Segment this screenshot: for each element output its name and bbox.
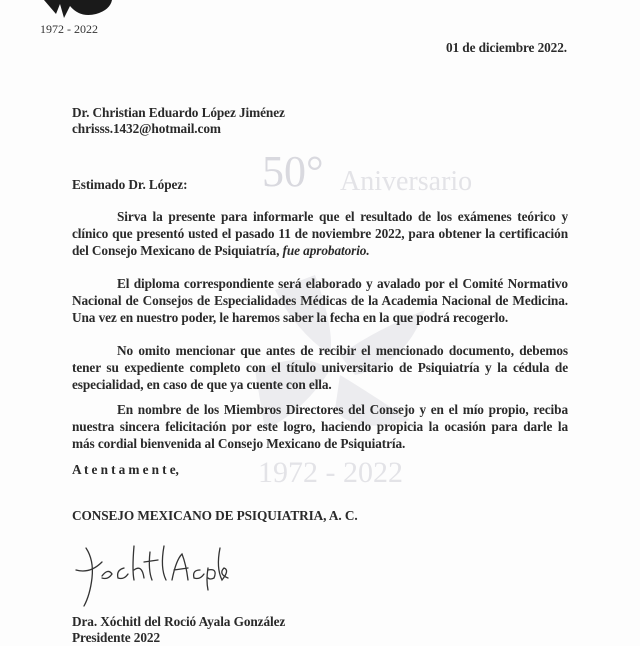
paragraph-line: especialidad, en caso de que ya cuente con ella.	[72, 377, 332, 392]
handwritten-signature	[72, 540, 232, 610]
watermark-word: Aniversario	[340, 166, 473, 197]
paragraph-line: El diploma correspondiente será elaborado y avalado por el Comité Normativo	[117, 276, 568, 291]
watermark-number: 50°	[262, 147, 324, 196]
paragraph-line: clínico que presentó usted el pasado 11 de noviembre 2022, para obtener la certificación	[72, 226, 568, 241]
signatory-title: Presidente 2022	[72, 630, 160, 645]
paragraph-line: nuestra sincera felicitación por este logro, haciendo propicia la ocasión para darle la	[72, 419, 568, 434]
watermark-years: 1972 - 2022	[258, 456, 403, 489]
paragraph-line: tener su expediente completo con el título universitario de Psiquiatría y la cédula de	[72, 360, 568, 375]
paragraph-line-text: del Consejo Mexicano de Psiquiatría,	[72, 243, 280, 258]
letterhead-years: 1972 - 2022	[40, 22, 98, 36]
paragraph-result	[72, 208, 568, 259]
organization-name: CONSEJO MEXICANO DE PSIQUIATRIA, A. C.	[72, 508, 358, 523]
recipient-email: chrisss.1432@hotmail.com	[72, 121, 221, 136]
paragraph-line: Sirva la presente para informarle que el resultado de los exámenes teórico y	[117, 209, 568, 224]
signatory-name: Dra. Xóchitl del Roció Ayala González	[72, 614, 286, 629]
approval-emphasis: fue aprobatorio.	[282, 243, 370, 258]
paragraph-congratulations	[72, 401, 568, 452]
paragraph-line: En nombre de los Miembros Directores del Consejo y en el mío propio, reciba	[117, 402, 568, 417]
paragraph-requirements	[72, 342, 568, 393]
paragraph-diploma	[72, 275, 568, 326]
paragraph-line: Nacional de Consejos de Especialidades Médicas de la Academia Nacional de Medicina.	[72, 293, 568, 308]
salutation: Estimado Dr. López:	[72, 177, 188, 192]
council-logo	[40, 0, 115, 20]
paragraph-line: más cordial bienvenida al Consejo Mexicano de Psiquiatría.	[72, 436, 406, 451]
paragraph-line: Una vez en nuestro poder, le haremos saber la fecha en la que podrá recogerlo.	[72, 310, 509, 325]
letter-date: 01 de diciembre 2022.	[445, 40, 567, 55]
recipient-name: Dr. Christian Eduardo López Jiménez	[72, 105, 285, 120]
paragraph-line	[72, 242, 568, 259]
closing: A t e n t a m e n t e,	[72, 462, 179, 477]
paragraph-line: No omito mencionar que antes de recibir el mencionado documento, debemos	[117, 343, 568, 358]
